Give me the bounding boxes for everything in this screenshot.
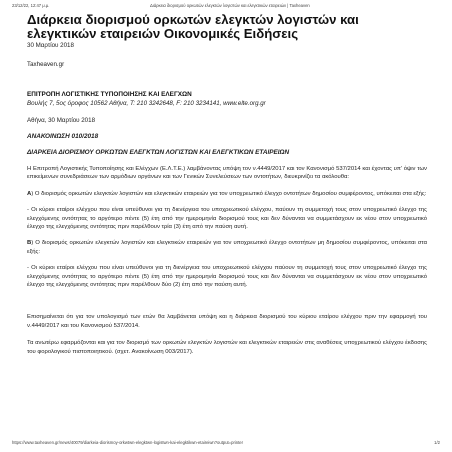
print-timestamp: 23/12/22, 12:47 μ.μ. bbox=[12, 3, 50, 8]
place-date: Αθήνα, 30 Μαρτίου 2018 bbox=[27, 117, 96, 124]
organization-address: Βουλής 7, 5ος όροφος 10562 Αθήνα, Τ: 210 3242648, F: 210 3234141, www.elte.org.gr bbox=[27, 100, 266, 107]
source-site: Taxheaven.gr bbox=[27, 61, 65, 68]
announcement-number: ΑΝΑΚΟΙΝΩΣΗ 010/2018 bbox=[27, 133, 99, 140]
section-a-label: Α bbox=[27, 190, 32, 197]
intro-paragraph: Η Επιτροπή Λογιστικής Τυποποίησης και Ελέγχων (Ε.Λ.Τ.Ε.) λαμβάνοντας υπόψη τον ν.4449/2017 και τον Κανονισμό 537/2014 και έχοντας υπ’ όψιν των επικείμενων συνεδριάσεων των αρμόδιων οργάνων και των Γενικών Συνελεύσεων των οντοτήτων, διευκρινίζει τα ακόλουθα: bbox=[27, 166, 427, 181]
organization-name: ΕΠΙΤΡΟΠΗ ΛΟΓΙΣΤΙΚΗΣ ΤΥΠΟΠΟΙΗΣΗΣ ΚΑΙ ΕΛΕΓΧΩΝ bbox=[27, 91, 192, 98]
section-b-paragraph bbox=[27, 239, 427, 256]
section-b-item: - Οι κύριοι εταίροι ελέγχου που είναι υπεύθυνοι για τη διενέργεια του υποχρεωτικού ελέγχου παύουν τη συμμετοχή τους στον υποχρεωτικό έλεγχο της ελεγχόμενης οντότητας το αργότερο πέντε (5) έτη από την ημερομηνία διορισμού τους και δεν δύνανται να συμμετάσχουν εκ νέου στον υποχρεωτικό έλεγχο της ελεγχόμενης οντότητας πριν παρέλθουν δύο (2) έτη από την παύση αυτή. bbox=[27, 265, 427, 289]
section-b-text: ) Ο διορισμός ορκωτών ελεγκτών λογιστών και ελεγκτικών εταιρειών για τον υποχρεωτικό έλεγχο οντοτήτων μη δημοσίου συμφέροντος, υπόκειται στα εξής: bbox=[27, 240, 427, 255]
section-b-label: Β bbox=[27, 240, 32, 247]
article-date: 30 Μαρτίου 2018 bbox=[27, 42, 74, 49]
print-page-title: Διάρκεια διορισμού ορκωτών ελεγκτών λογιστών και ελεγκτικών εταιρειών | Taxheaven bbox=[150, 3, 310, 8]
print-url: https://www.taxheaven.gr/news/40079/diarkeia-diorismoy-orkwtwn-elegktwn-logistwn-kai-elegktikwn-etaireiwn?output=printer bbox=[12, 440, 243, 445]
closing-paragraph-2: Τα ανωτέρω εφαρμόζονται και για τον διορισμό των ορκωτών ελεγκτών λογιστών και ελεγκτικών εταιρειών στις αναθέσεις υποχρεωτικού ελέγχου έκδοσης του φορολογικού πιστοποιητικού. (σχετ. Ανακοίνωση 003/2017). bbox=[27, 340, 427, 355]
closing-paragraph-1: Επισημαίνεται ότι για τον υπολογισμό των ετών θα λαμβάνεται υπόψη και η διάρκεια διορισμού του κύριου εταίρου ελέγχου πριν την εφαρμογή του ν.4449/2017 και του Κανονισμού 537/2014. bbox=[27, 314, 427, 329]
article bbox=[27, 13, 427, 356]
article-title: Διάρκεια διορισμού ορκωτών ελεγκτών λογιστών και ελεγκτικών εταιρειών Οικονομικές Ειδήσεις bbox=[27, 12, 359, 41]
section-a-item: - Οι κύριοι εταίροι ελέγχου που είναι υπεύθυνοι για τη διενέργεια του υποχρεωτικού ελέγχου, παύουν τη συμμετοχή τους στον υποχρεωτικό έλεγχο της ελεγχόμενης οντότητας το αργότερο πέντε (5) έτη από την ημερομηνία διορισμού τους και δεν δύνανται να συμμετάσχουν εκ νέου στον υποχρεωτικό έλεγχο της ελεγχόμενης οντότητας πριν παρέλθουν τρία (3) έτη από την παύση αυτή. bbox=[27, 207, 427, 231]
announcement-subject: ΔΙΑΡΚΕΙΑ ΔΙΟΡΙΣΜΟΥ ΟΡΚΩΤΩΝ ΕΛΕΓΚΤΩΝ ΛΟΓΙΣΤΩΝ ΚΑΙ ΕΛΕΓΚΤΙΚΩΝ ΕΤΑΙΡΕΙΩΝ bbox=[27, 149, 290, 156]
section-a-text: ) Ο διορισμός ορκωτών ελεγκτών λογιστών και ελεγκτικών εταιρειών για τον υποχρεωτικό έλεγχο οντοτήτων δημοσίου συμφέροντος, υπόκειται στα εξής: bbox=[31, 190, 427, 197]
section-a-paragraph bbox=[27, 190, 427, 198]
page-number: 1/2 bbox=[434, 440, 440, 445]
